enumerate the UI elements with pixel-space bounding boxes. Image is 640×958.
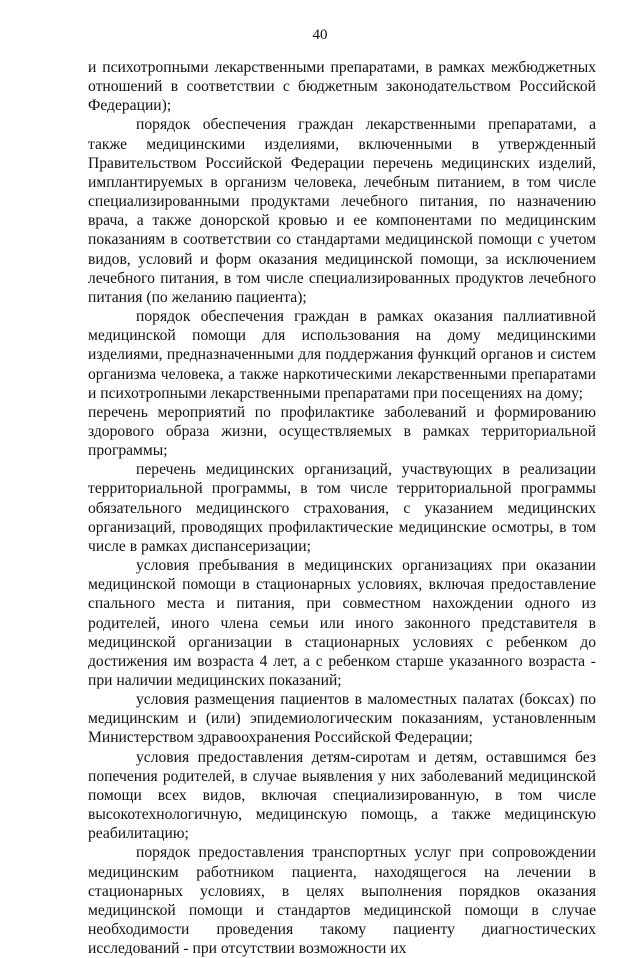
paragraph-prevention-measures: перечень мероприятий по профилактике заболеваний и формированию здорового образа жизни, осуществляемых в рамках территориальной программы; xyxy=(88,403,596,460)
document-body xyxy=(88,58,596,958)
paragraph-orphans: условия предоставления детям-сиротам и детям, оставшимся без попечения родителей, в случае выявления у них заболеваний медицинской помощи всех видов, включая специализированную, в том числе высокотехнологичную, медицинскую помощь, а также медицинскую реабилитацию; xyxy=(88,748,596,843)
paragraph-continuation: и психотропными лекарственными препаратами, в рамках межбюджетных отношений в соответствии с бюджетным законодательством Российской Федерации); xyxy=(88,59,596,115)
paragraph-medical-organizations: перечень медицинских организаций, участвующих в реализации территориальной программы, в том числе территориальной программы обязательного медицинского страхования, с указанием медицинских организаций, проводящих профилактические медицинские осмотры, в том числе в рамках диспансеризации; xyxy=(88,461,596,555)
paragraph-transport-services: порядок предоставления транспортных услуг при сопровождении медицинским работником пациента, находящегося на лечении в стационарных условиях, в целях выполнения порядков оказания медицинской помощи и стандартов медицинской помощи в случае необходимости проведения такому пациенту диагностических исследований - при отсутствии возможности их xyxy=(88,844,596,958)
paragraph-small-wards: условия размещения пациентов в маломестных палатах (боксах) по медицинским и (или) эпидемиологическим показаниям, установленным Министерством здравоохранения Российской Федерации; xyxy=(88,691,596,747)
paragraph-medical-products: порядок обеспечения граждан лекарственными препаратами, а также медицинскими изделиями, включенными в утвержденный Правительством Российской Федерации перечень медицинских изделий, имплантируемых в организм человека, лечебным питанием, в том числе специализированными продуктами лечебного питания, по назначению врача, а также донорской кровью и ее компонентами по медицинским показаниям в соответствии со стандартами медицинской помощи с учетом видов, условий и форм оказания медицинской помощи, за исключением лечебного питания, в том числе специализированных продуктов лечебного питания (по желанию пациента); xyxy=(88,116,596,306)
paragraph-palliative-care: порядок обеспечения граждан в рамках оказания паллиативной медицинской помощи для использования на дому медицинскими изделиями, предназначенными для поддержания функций органов и систем организма человека, а также наркотическими лекарственными препаратами и психотропными лекарственными препаратами при посещениях на дому; xyxy=(88,308,596,402)
paragraph-inpatient-conditions: условия пребывания в медицинских организациях при оказании медицинской помощи в стационарных условиях, включая предоставление спального места и питания, при совместном нахождении одного из родителей, иного члена семьи или иного законного представителя в медицинской организации в стационарных условиях с ребенком до достижения им возраста 4 лет, а с ребенком старше указанного возраста - при наличии медицинских показаний; xyxy=(88,557,596,689)
page-number: 40 xyxy=(312,27,328,43)
